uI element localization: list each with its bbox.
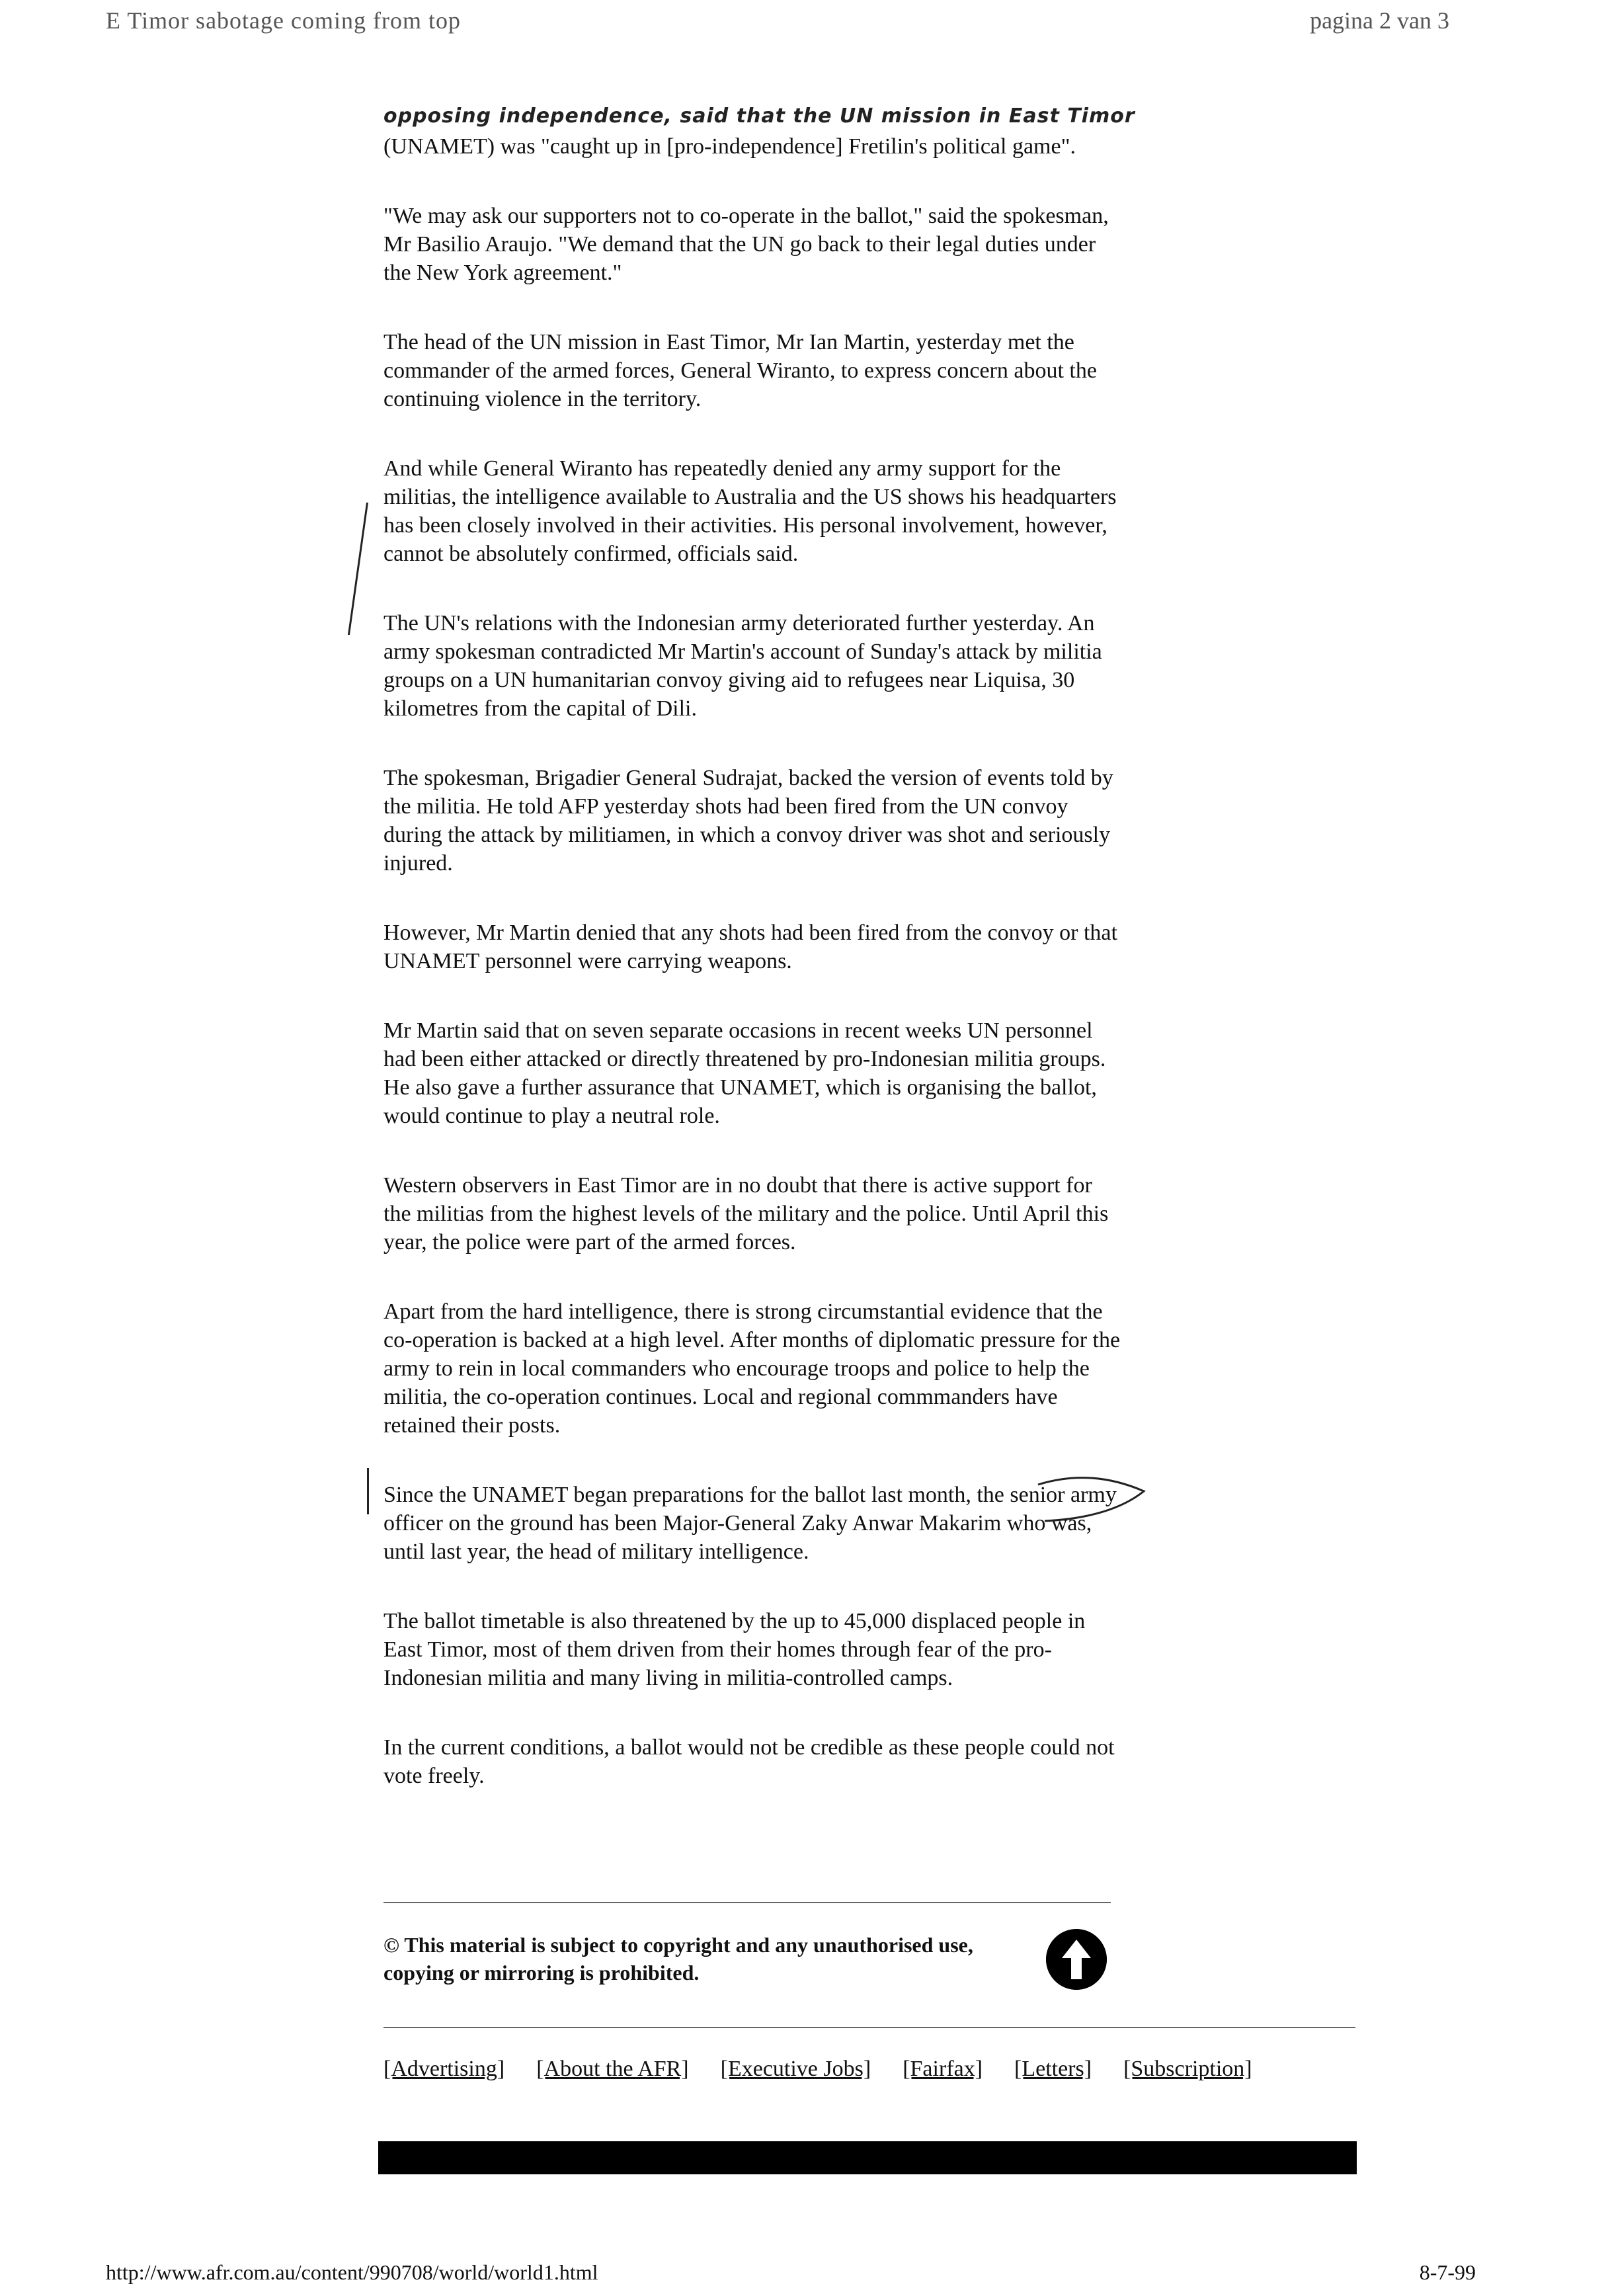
nav-link-about-afr[interactable]: [About the AFR] [536,2057,689,2081]
divider [383,2027,1355,2028]
article-paragraph: The spokesman, Brigadier General Sudrajat, backed the version of events told by the militia. He told AFP yesterday shots had been fired from the UN convoy during the attack by militiamen, in which a convoy driver was shot and seriously injured. [383,766,1113,876]
article-paragraph: The UN's relations with the Indonesian army deteriorated further yesterday. An army spokesman contradicted Mr Martin's account of Sunday's attack by militia groups on a UN humanitarian convoy giving aid to refugees near Liquisa, 30 kilometres from the capital of Dili. [383,611,1102,721]
article-body [383,132,1124,1831]
copyright-notice: © This material is subject to copyright and any unauthorised use, copying or mirroring is prohibited. [383,1933,973,1985]
article-paragraph: Western observers in East Timor are in no doubt that there is active support for the militias from the highest levels of the military and the police. Until April this year, the police were part of the armed forces. [383,1173,1109,1254]
nav-link-fairfax[interactable]: [Fairfax] [903,2057,983,2081]
article-paragraph: "We may ask our supporters not to co-operate in the ballot," said the spokesman, Mr Basilio Araujo. "We demand that the UN go back to their legal duties under the New York agreement." [383,204,1109,285]
page-indicator: pagina 2 van 3 [1310,7,1449,34]
document-title: E Timor sabotage coming from top [106,7,461,34]
article-paragraph: However, Mr Martin denied that any shots had been fired from the convoy or that UNAMET personnel were carrying weapons. [383,921,1117,973]
article-paragraph: Since the UNAMET began preparations for the ballot last month, the senior army officer on the ground has been Major-General Zaky Anwar Makarim who was, until last year, the head of military intelligence. [383,1483,1117,1564]
article-paragraph: The head of the UN mission in East Timor, Mr Ian Martin, yesterday met the commander of the armed forces, General Wiranto, to express concern about the continuing violence in the territory. [383,330,1097,411]
margin-bracket-mark [367,1468,369,1514]
page-url: http://www.afr.com.au/content/990708/world/world1.html [106,2260,598,2284]
up-arrow-icon[interactable] [1046,1929,1107,1990]
footer-nav [383,2057,1375,2082]
article-paragraph: And while General Wiranto has repeatedly denied any army support for the militias, the intelligence available to Australia and the US shows his headquarters has been closely involved in their activities. His personal involvement, however, cannot be absolutely confirmed, officials said. [383,456,1117,566]
margin-annotation-mark [348,503,368,635]
article-paragraph: Apart from the hard intelligence, there is strong circumstantial evidence that the co-operation is backed at a high level. After months of diplomatic pressure for the army to rein in local commanders who encourage troops and police to help the militia, the co-operation continues. Local and regional commmanders have retained their posts. [383,1299,1121,1438]
divider [383,1902,1111,1903]
nav-link-executive-jobs[interactable]: [Executive Jobs] [720,2057,871,2081]
nav-link-advertising[interactable]: [Advertising] [383,2057,505,2081]
underline-swoosh-mark [1031,1471,1164,1531]
nav-link-subscription[interactable]: [Subscription] [1123,2057,1252,2081]
article-paragraph: Mr Martin said that on seven separate occasions in recent weeks UN personnel had been either attacked or directly threatened by pro-Indonesian militia groups. He also gave a further assurance that UNAMET, which is organising the ballot, would continue to play a neutral role. [383,1018,1106,1128]
footer-black-bar [378,2141,1357,2174]
print-date: 8-7-99 [1419,2260,1476,2284]
article-paragraph: (UNAMET) was "caught up in [pro-independence] Fretilin's political game". [383,134,1076,159]
article-paragraph: The ballot timetable is also threatened by the up to 45,000 displaced people in East Timor, most of them driven from their homes through fear of the pro-Indonesian militia and many living in militia-controlled camps. [383,1609,1086,1690]
article-paragraph: In the current conditions, a ballot would not be credible as these people could not vote freely. [383,1735,1115,1788]
handwritten-annotation: opposing independence, said that the UN mission in East Timor [383,104,1135,128]
nav-link-letters[interactable]: [Letters] [1014,2057,1092,2081]
